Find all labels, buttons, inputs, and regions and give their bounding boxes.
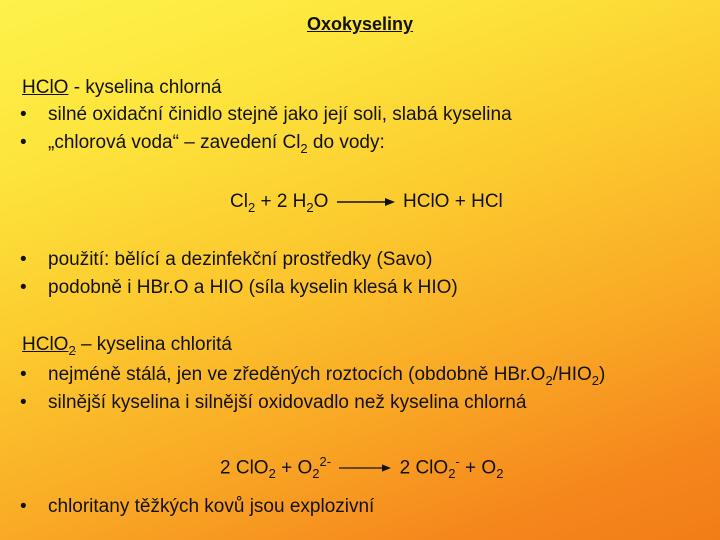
bullet-text: nejméně stálá, jen ve zředěných roztocích (obdobně HBr.O xyxy=(48,364,546,385)
bullet-text: „chlorová voda“ – zavedení Cl xyxy=(48,132,301,153)
slide-title: Oxokyseliny xyxy=(306,14,414,34)
reaction-arrow-icon xyxy=(337,197,395,207)
bullet-icon: • xyxy=(20,249,27,270)
bullet-item xyxy=(20,392,526,414)
equation-2: 2 $ClO_2 + O_2^{2-}$ 2 $ClO_2^- + O_2$ xyxy=(220,454,504,482)
bullet-item xyxy=(20,496,374,518)
bullet-text: silnější kyselina i silnější oxidovadlo než kyselina chlorná xyxy=(48,392,527,413)
bullet-item xyxy=(20,277,458,299)
equation-1: $Cl_2 + 2$ $H_2O$ HClO + HCl xyxy=(230,191,503,215)
bullet-icon: • xyxy=(20,496,27,517)
bullet-text: podobně i HBr.O a HIO (síla kyselin klesá k HIO) xyxy=(48,277,458,298)
bullet-item xyxy=(20,249,432,271)
heading-text: - kyselina chlorná xyxy=(68,77,222,98)
bullet-icon: • xyxy=(20,277,27,298)
section-heading-hclo2 xyxy=(22,334,232,362)
bullet-icon: • xyxy=(20,104,27,125)
bullet-text: použití: bělící a dezinfekční prostředky (Savo) xyxy=(48,249,433,270)
bullet-item: • nejméně stálá, jen ve zředěných roztocích (obdobně $HBr.O_2/HIO_2$) xyxy=(20,364,606,388)
bullet-icon: • xyxy=(20,364,27,385)
bullet-icon: • xyxy=(20,392,27,413)
bullet-icon: • xyxy=(20,132,27,153)
reaction-arrow-icon xyxy=(339,463,391,473)
section-heading-hclo xyxy=(22,77,222,99)
bullet-text: chloritany těžkých kovů jsou explozivní xyxy=(48,496,375,517)
bullet-item: • „chlorová voda“ – zavedení $Cl_2$ do vody: xyxy=(20,132,385,156)
bullet-text: silné oxidační činidlo stejně jako její soli, slabá kyselina xyxy=(48,104,512,125)
formula-hclo: HClO xyxy=(22,77,69,98)
formula-hclo2: HClO$_2$ xyxy=(22,334,76,358)
heading-text: – kyselina chloritá xyxy=(75,334,232,355)
bullet-item xyxy=(20,104,512,126)
